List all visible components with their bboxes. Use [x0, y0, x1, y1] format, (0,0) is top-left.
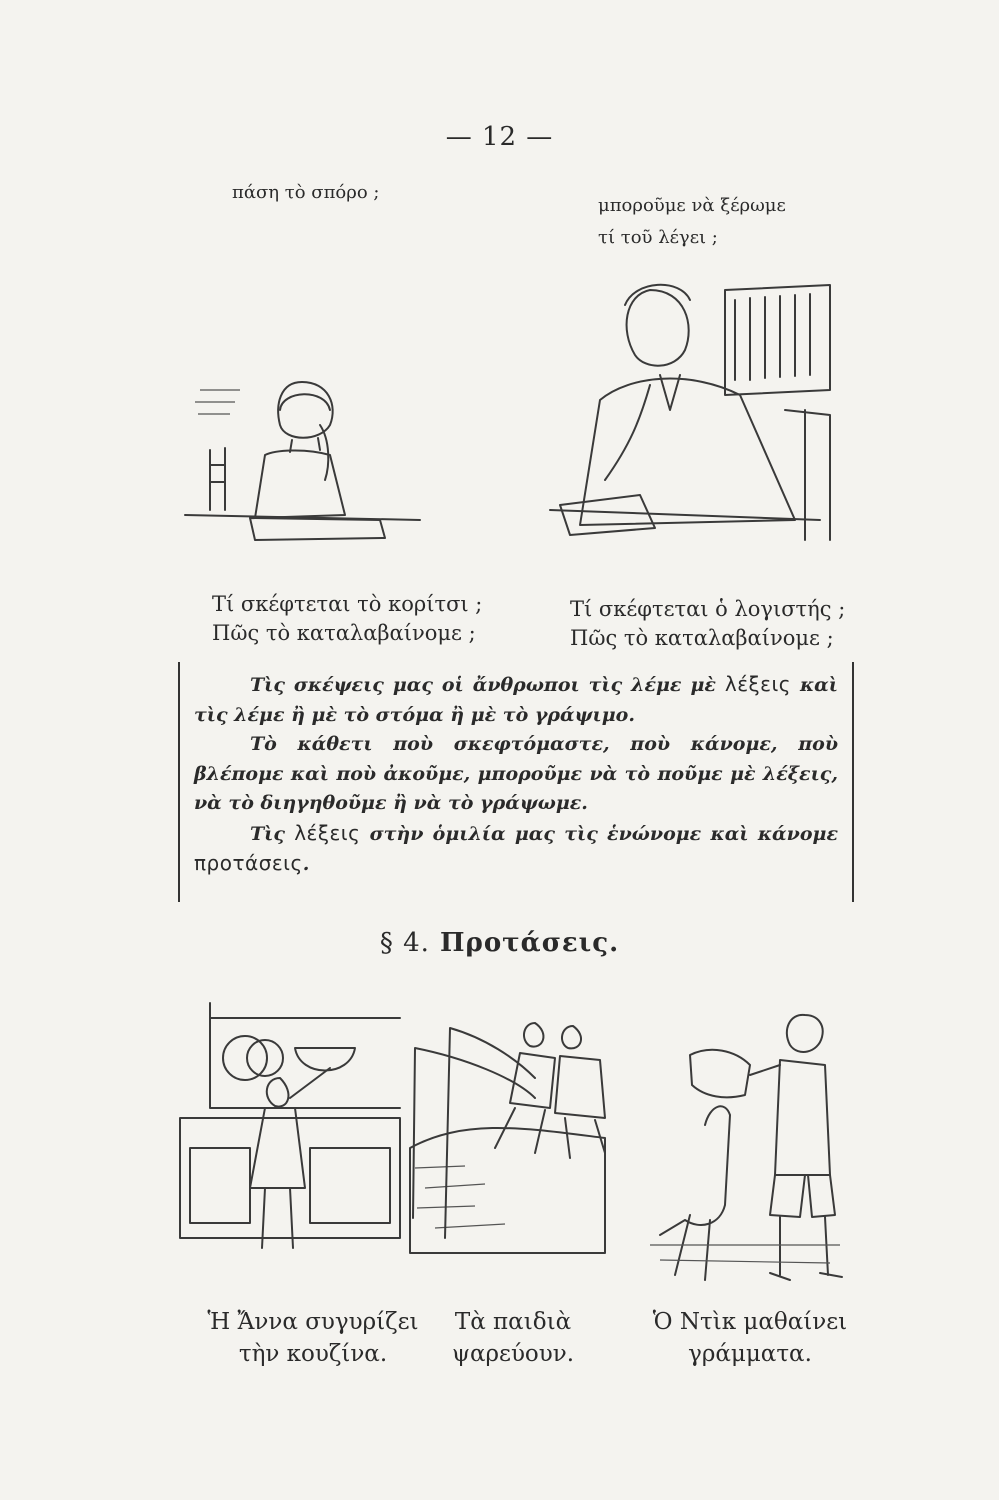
rule-box	[178, 662, 854, 902]
boy-reading-dog-illustration	[630, 1005, 860, 1295]
caption-dick	[610, 1306, 890, 1370]
caption-girl	[212, 590, 482, 648]
caption-accountant	[570, 595, 845, 653]
caption-girl-line1: Τί σκέφτεται τὸ κορίτσι ;	[212, 592, 483, 616]
caption-anna	[198, 1306, 428, 1370]
rule-text: Τὶς σκέψεις μας οἱ ἄνθρωποι τὶς λέμε μὲ	[250, 674, 725, 696]
section-heading	[0, 928, 999, 958]
girl-thinking-illustration	[180, 370, 430, 570]
rule-text: .	[302, 853, 310, 875]
accountant-thinking-illustration	[540, 270, 850, 560]
rule-text: καὶ τὶς λέμε ἢ μὲ τὸ στόμα ἢ μὲ τὸ γράψιμο.	[194, 674, 839, 726]
caption-children-line2: ψαρεύουν.	[451, 1341, 575, 1367]
caption-accountant-line2: Πῶς τὸ καταλαβαίνομε ;	[570, 626, 834, 650]
page-number: — 12 —	[445, 122, 554, 152]
caption-anna-line1: Ἡ Ἄννα συγυρίζει	[207, 1309, 419, 1335]
caption-children	[428, 1306, 598, 1370]
rule-paragraph-3	[194, 819, 838, 880]
rule-text: , νὰ τὸ διηγηθοῦμε ἢ νὰ τὸ γράψωμε.	[194, 762, 838, 814]
keyword-lexeis: λέξεις	[294, 820, 361, 845]
kitchen-illustration	[170, 998, 410, 1268]
keyword-protaseis: προτάσεις	[194, 851, 303, 875]
top-caption-right-line1: μποροῦμε νὰ ξέρωμε	[598, 195, 786, 216]
section-title: Προτάσεις.	[440, 928, 620, 958]
rule-text: Τὶς	[250, 822, 295, 845]
top-caption-left: πάση τὸ σπόρο ;	[232, 182, 380, 203]
caption-children-line1: Τὰ παιδιὰ	[454, 1309, 572, 1335]
top-caption-right	[598, 190, 786, 254]
rule-paragraph-1	[194, 670, 838, 730]
rule-paragraph-2	[194, 730, 838, 819]
section-symbol: § 4.	[379, 928, 430, 958]
caption-dick-line1: Ὁ Ντὶκ μαθαίνει	[652, 1309, 848, 1335]
caption-girl-line2: Πῶς τὸ καταλαβαίνομε ;	[212, 621, 476, 645]
fishing-illustration	[405, 1018, 615, 1258]
caption-dick-line2: γράμματα.	[688, 1341, 812, 1367]
top-caption-right-line2: τί τοῦ λέγει ;	[598, 227, 718, 248]
caption-anna-line2: τὴν κουζίνα.	[238, 1341, 388, 1367]
rule-text: λέξεις	[762, 762, 832, 785]
rule-text: Τὸ κάθετι ποὺ σκεφτόμαστε, ποὺ κάνομε, ποὺ βλέπομε καὶ ποὺ ἀκοῦμε, μποροῦμε νὰ τὸ ποῦμε μὲ	[194, 733, 838, 785]
keyword-lexeis: λέξεις	[724, 672, 791, 696]
caption-accountant-line1: Τί σκέφτεται ὁ λογιστής ;	[570, 597, 846, 621]
rule-text: στὴν ὁμιλία μας τὶς ἑνώνομε καὶ κάνομε	[360, 822, 838, 845]
